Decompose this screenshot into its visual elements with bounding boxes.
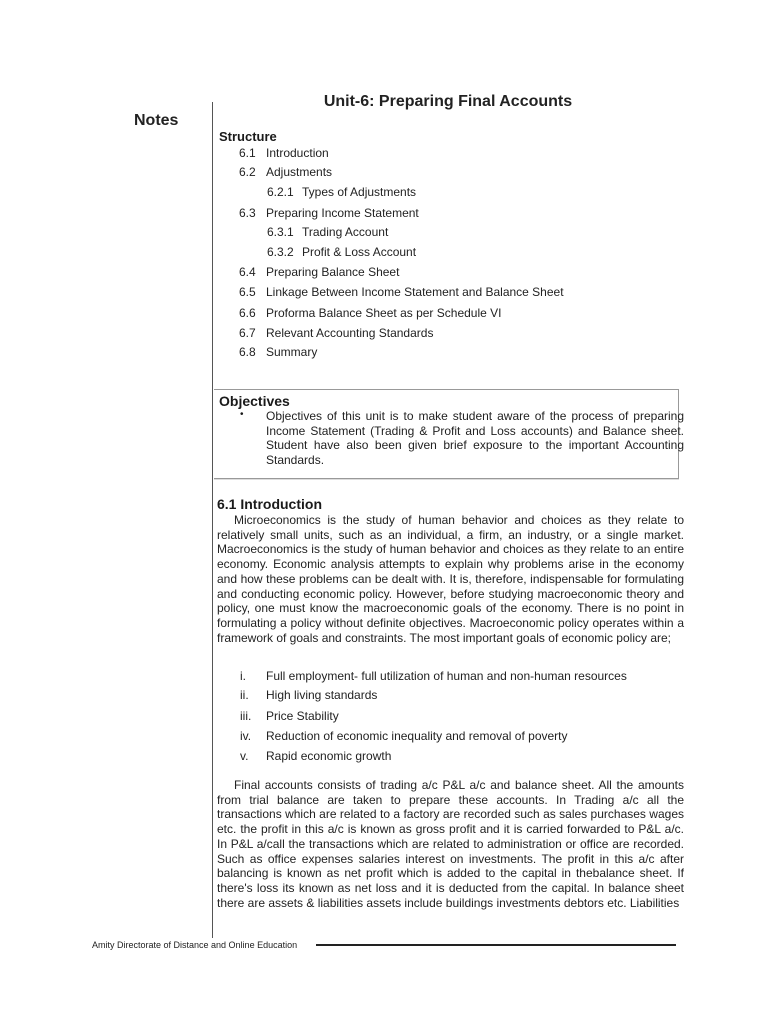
toc-item: 6.3.2 Profit & Loss Account xyxy=(267,245,417,259)
toc-item: 6.2 Adjustments xyxy=(239,165,333,179)
toc-item: 6.1 Introduction xyxy=(239,146,329,160)
intro-paragraph: Microeconomics is the study of human behavior and choices as they relate to relatively small units, such as an individual, a firm, an industry, or a single market. Macroeconomics is the study of human behavior and choices as they relate to an entire economy. Economic analysis attempts to explain why problems arise in the economy and how these problems can be dealt with. It is, therefore, indispensable for formulating and conducting economic policy. However, before studying macroeconomic theory and policy, one must know the macroeconomic goals of the economy. There is no point in formulating a policy without definite objectives. Macroeconomic policy operates within a framework of goals and constraints. The most important goals of economic policy are; xyxy=(217,513,684,645)
section-heading: 6.1 Introduction xyxy=(217,496,322,512)
notes-label: Notes xyxy=(134,112,179,129)
goal-item: v. Rapid economic growth xyxy=(240,749,392,763)
toc-item: 6.7 Relevant Accounting Standards xyxy=(239,326,434,340)
toc-item: 6.3.1 Trading Account xyxy=(267,225,389,239)
objectives-text: Objectives of this unit is to make student aware of the process of preparing Income Statement (Trading & Profit and Loss accounts) and Balance sheet. Student have also been given brief exposure to the important Accounting Standards. xyxy=(266,409,684,467)
margin-divider xyxy=(212,102,213,938)
toc-item: 6.2.1 Types of Adjustments xyxy=(267,185,417,199)
toc-item: 6.8 Summary xyxy=(239,345,318,359)
goal-item: i. Full employment- full utilization of human and non-human resources xyxy=(240,669,627,683)
goal-item: ii. High living standards xyxy=(240,688,378,702)
objectives-heading: Objectives xyxy=(219,393,290,409)
footer-rule xyxy=(316,944,676,946)
toc-item: 6.4 Preparing Balance Sheet xyxy=(239,265,400,279)
goal-item: iv. Reduction of economic inequality and removal of poverty xyxy=(240,729,568,743)
toc-item: 6.6 Proforma Balance Sheet as per Schedule VI xyxy=(239,306,502,320)
final-accounts-paragraph: Final accounts consists of trading a/c P&L a/c and balance sheet. All the amounts from trial balance are taken to prepare these accounts. In Trading a/c all the transactions which are related to a factory are recorded such as sales purchases wages etc. the profit in this a/c is known as gross profit and it is carried forwarded to P&L a/c. In P&L a/call the transactions which are related to administration or office are recorded. Such as office expenses salaries interest on investments. The profit in this a/c after balancing is known as net profit which is added to the capital in thebalance sheet. If there's loss its known as net loss and it is deducted from the capital. In balance sheet there are assets & liabilities assets include buildings investments debtors etc. Liabilities xyxy=(217,778,684,910)
goal-item: iii. Price Stability xyxy=(240,709,339,723)
footer-text: Amity Directorate of Distance and Online Education xyxy=(92,940,298,950)
structure-heading: Structure xyxy=(219,129,277,144)
bullet-icon: • xyxy=(240,409,244,420)
page-title: Unit-6: Preparing Final Accounts xyxy=(323,93,573,110)
toc-item: 6.3 Preparing Income Statement xyxy=(239,206,419,220)
toc-item: 6.5 Linkage Between Income Statement and Balance Sheet xyxy=(239,285,564,299)
